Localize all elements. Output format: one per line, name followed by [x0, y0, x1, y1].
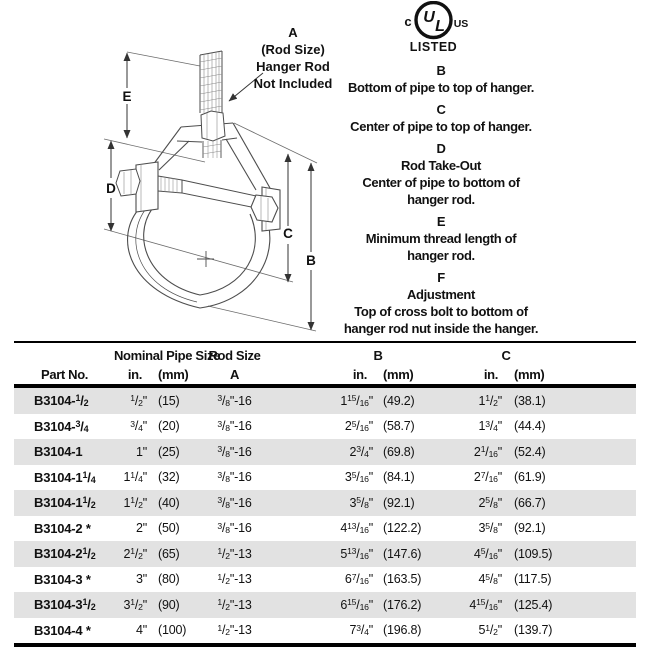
- ul-us-label: US: [453, 18, 469, 30]
- rod-coupling-nut: [201, 111, 225, 141]
- dim-b-mm: (147.6): [383, 546, 422, 561]
- dim-b-mm: (69.8): [383, 444, 415, 459]
- dim-c-mm: (109.5): [514, 546, 553, 561]
- table-row: [14, 465, 636, 491]
- ul-letter-l: L: [435, 18, 445, 35]
- pipe-size-mm: (20): [158, 419, 180, 434]
- table-row: [14, 541, 636, 567]
- part-number: B3104-1$^1$/2: [34, 495, 96, 511]
- header-part-no: Part No.: [41, 367, 89, 382]
- pipe-size-mm: (15): [158, 393, 180, 408]
- dim-b-in: 3$^5$/16": [344, 469, 373, 485]
- dim-c-mm: (92.1): [514, 521, 546, 536]
- header-pipe-mm: (mm): [158, 367, 189, 382]
- dim-b-in: 5$^{13}$/16": [340, 546, 373, 561]
- pipe-size-in: $^1$/2": [130, 393, 147, 408]
- part-number: B3104-$^1$/2: [34, 393, 89, 409]
- part-number: B3104-1$^1$/4: [34, 469, 96, 485]
- header-rod-a: A: [229, 367, 240, 382]
- dim-b-in: 2$^3$/4": [349, 444, 373, 459]
- definition-key: F: [437, 270, 445, 285]
- definition-line: Center of pipe to bottom of: [362, 175, 520, 190]
- pipe-size-in: 3": [136, 572, 147, 587]
- dim-label-b: B: [306, 253, 316, 268]
- pipe-size-mm: (90): [158, 597, 180, 612]
- callout-line: Not Included: [253, 76, 333, 91]
- header-dim-b: B: [373, 348, 383, 363]
- definition-key: C: [436, 102, 446, 117]
- pipe-size-in: 1$^1$/4": [123, 469, 147, 485]
- dim-b-in: 4$^{13}$/16": [340, 520, 373, 536]
- definition-block: [326, 101, 556, 135]
- rod-size-a: $^3$/8"-16: [217, 520, 252, 536]
- rod-size-a: $^3$/8"-16: [217, 418, 252, 434]
- dim-b-mm: (163.5): [383, 572, 422, 587]
- pipe-size-in: 1": [136, 444, 147, 459]
- part-number: B3104-3$^1$/2: [34, 597, 96, 613]
- definition-line: Center of pipe to top of hanger.: [350, 119, 532, 134]
- dim-c-mm: (38.1): [514, 393, 546, 408]
- header-b-in: in.: [352, 367, 367, 382]
- ul-listed-mark: [393, 1, 481, 57]
- pipe-size-mm: (40): [158, 495, 180, 510]
- dim-b-in: 3$^5$/8": [349, 495, 373, 510]
- dim-c-in: 4$^{15}$/16": [469, 597, 502, 612]
- dim-c-in: 2$^1$/16": [473, 444, 502, 459]
- part-number: B3104-1: [34, 444, 83, 460]
- dim-b-in: 6$^7$/16": [344, 571, 373, 587]
- dim-c-mm: (125.4): [514, 597, 553, 612]
- dim-b-mm: (49.2): [383, 393, 415, 408]
- table-row: [14, 388, 636, 414]
- dim-b-mm: (122.2): [383, 521, 422, 536]
- dim-c-mm: (139.7): [514, 623, 553, 638]
- dimension-definitions: [326, 62, 556, 342]
- rod-size-a: $^1$/2"-13: [217, 597, 252, 612]
- rod-size-a: $^3$/8"-16: [217, 469, 252, 485]
- rod-size-a: $^3$/8"-16: [217, 393, 252, 408]
- table-row: [14, 592, 636, 618]
- ul-letter-u: U: [423, 9, 435, 26]
- part-number: B3104-4 *: [34, 622, 91, 638]
- table-row: [14, 414, 636, 440]
- pipe-size-in: 4": [136, 623, 147, 638]
- callout-line: A: [288, 25, 298, 40]
- dim-c-mm: (52.4): [514, 444, 546, 459]
- table-header: [14, 343, 636, 388]
- pipe-size-mm: (65): [158, 546, 180, 561]
- table-row: [14, 439, 636, 465]
- pipe-size-in: 1$^1$/2": [123, 495, 147, 510]
- rod-size-a: $^1$/2"-13: [217, 622, 252, 638]
- table-row: [14, 490, 636, 516]
- dim-label-c: C: [283, 226, 293, 241]
- rod-size-a: $^3$/8"-16: [217, 495, 252, 510]
- dim-b-mm: (176.2): [383, 597, 422, 612]
- ul-listed-label: LISTED: [409, 40, 458, 54]
- definition-key: D: [436, 141, 446, 156]
- part-number: B3104-3 *: [34, 571, 91, 587]
- table-row: [14, 618, 636, 644]
- dim-b-in: 6$^{15}$/16": [340, 597, 373, 612]
- rod-size-callout: [254, 25, 333, 91]
- spec-table: [14, 341, 636, 647]
- dim-c-in: 2$^5$/8": [478, 495, 502, 510]
- pipe-center-mark: [197, 251, 214, 267]
- definition-line: hanger rod.: [407, 192, 475, 207]
- header-c-mm: (mm): [514, 367, 545, 382]
- definition-line: Adjustment: [406, 287, 475, 302]
- pipe-size-mm: (100): [158, 623, 187, 638]
- definition-block: [326, 140, 556, 208]
- dim-label-d: D: [106, 181, 116, 196]
- header-pipe-in: in.: [127, 367, 142, 382]
- definition-block: [326, 269, 556, 337]
- hanger-rod: [200, 51, 225, 158]
- dim-c-in: 2$^7$/16": [473, 469, 502, 485]
- table-row: [14, 516, 636, 542]
- pipe-size-mm: (80): [158, 572, 180, 587]
- definition-line: Top of cross bolt to bottom of: [354, 304, 528, 319]
- dim-b-in: 1$^{15}$/16": [340, 393, 373, 408]
- definition-block: [326, 62, 556, 96]
- dim-b-in: 7$^3$/4": [349, 622, 373, 638]
- definition-line: Minimum thread length of: [365, 231, 517, 246]
- dim-c-in: 5$^1$/2": [478, 622, 502, 638]
- definition-line: hanger rod.: [407, 248, 475, 263]
- table-row: [14, 567, 636, 593]
- definition-key: E: [436, 214, 446, 229]
- header-c-in: in.: [483, 367, 498, 382]
- dim-b-mm: (58.7): [383, 419, 415, 434]
- dim-c-in: 3$^5$/8": [478, 520, 502, 536]
- callout-line: Hanger Rod: [256, 59, 330, 74]
- header-dim-c: C: [501, 348, 511, 363]
- dim-b-mm: (196.8): [383, 623, 422, 638]
- dim-c-in: 4$^5$/8": [478, 571, 502, 587]
- table-body: [14, 388, 636, 643]
- dim-b-mm: (84.1): [383, 470, 415, 485]
- dim-c-mm: (61.9): [514, 470, 546, 485]
- dim-label-e: E: [122, 89, 132, 104]
- header-pipe-size: Nominal Pipe Size: [114, 348, 221, 363]
- rod-size-a: $^1$/2"-13: [217, 546, 252, 561]
- dim-c-in: 4$^5$/16": [473, 546, 502, 561]
- pipe-size-mm: (50): [158, 521, 180, 536]
- definition-line: Rod Take-Out: [400, 158, 482, 173]
- ul-c-label: c: [404, 14, 412, 29]
- dim-c-mm: (66.7): [514, 495, 546, 510]
- dim-c-mm: (117.5): [514, 572, 552, 587]
- header-b-mm: (mm): [383, 367, 414, 382]
- callout-line: (Rod Size): [261, 42, 325, 57]
- definition-key: B: [436, 63, 446, 78]
- definition-line: hanger rod nut inside the hanger.: [343, 321, 539, 336]
- dim-c-in: 1$^3$/4": [478, 418, 502, 434]
- definition-line: Bottom of pipe to top of hanger.: [348, 80, 534, 95]
- rod-size-a: $^1$/2"-13: [217, 571, 252, 587]
- pipe-size-in: 2": [136, 521, 147, 536]
- definition-block: [326, 213, 556, 264]
- pipe-size-mm: (32): [158, 470, 180, 485]
- dim-c-mm: (44.4): [514, 419, 546, 434]
- clevis-hanger-diagram: [0, 0, 340, 345]
- part-number: B3104-2$^1$/2: [34, 546, 96, 562]
- dim-c-in: 1$^1$/2": [478, 393, 502, 408]
- pipe-size-in: $^3$/4": [130, 418, 147, 434]
- dim-b-mm: (92.1): [383, 495, 415, 510]
- part-number: B3104-$^3$/4: [34, 418, 89, 434]
- pipe-size-in: 2$^1$/2": [123, 546, 147, 561]
- dim-b-in: 2$^5$/16": [344, 418, 373, 434]
- part-number: B3104-2 *: [34, 520, 91, 536]
- rod-size-a: $^3$/8"-16: [217, 444, 252, 459]
- pipe-size-in: 3$^1$/2": [123, 597, 147, 612]
- header-rod-size: Rod Size: [208, 348, 261, 363]
- pipe-size-mm: (25): [158, 444, 180, 459]
- pipe-strap: [128, 209, 270, 308]
